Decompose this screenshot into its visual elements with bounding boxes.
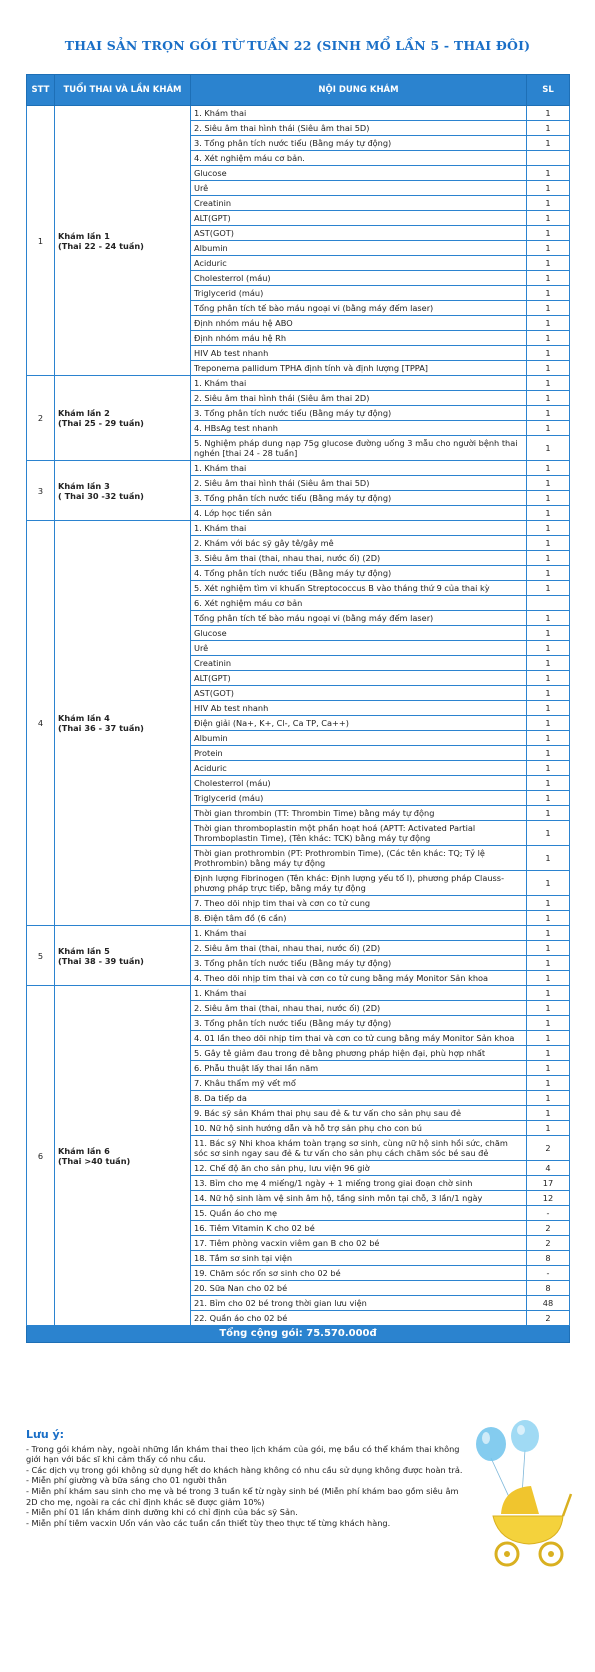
service-item: Creatinin	[191, 656, 527, 671]
service-quantity: 48	[527, 1296, 570, 1311]
service-item: 2. Siêu âm thai hình thái (Siêu âm thai 5D)	[191, 476, 527, 491]
service-quantity: 1	[527, 656, 570, 671]
visit-label: Khám lần 4 (Thai 36 - 37 tuần)	[55, 521, 191, 926]
service-quantity: -	[527, 1206, 570, 1221]
service-item: 2. Siêu âm thai hình thái (Siêu âm thai 2D)	[191, 391, 527, 406]
service-quantity: 17	[527, 1176, 570, 1191]
service-quantity	[527, 596, 570, 611]
service-item: Điện giải (Na+, K+, Cl-, Ca TP, Ca++)	[191, 716, 527, 731]
service-quantity: 1	[527, 941, 570, 956]
service-item: 3. Tổng phân tích nước tiểu (Bằng máy tự động)	[191, 136, 527, 151]
total-price: Tổng cộng gói: 75.570.000đ	[27, 1326, 570, 1343]
baby-stroller-illustration	[463, 1418, 575, 1578]
table-row	[27, 521, 570, 536]
page-title: THAI SẢN TRỌN GÓI TỪ TUẦN 22 (SINH MỔ LẦN 5 - THAI ĐÔI)	[64, 38, 531, 53]
service-item: 15. Quần áo cho mẹ	[191, 1206, 527, 1221]
service-quantity	[527, 151, 570, 166]
service-quantity: 1	[527, 731, 570, 746]
note-item: - Miễn phí giường và bữa sáng cho 01 người thân	[26, 1475, 227, 1486]
service-quantity: 1	[527, 1031, 570, 1046]
service-item: Urê	[191, 641, 527, 656]
service-quantity: 1	[527, 686, 570, 701]
service-item: Aciduric	[191, 256, 527, 271]
service-quantity: 1	[527, 166, 570, 181]
service-quantity: 1	[527, 256, 570, 271]
service-item: Định lượng Fibrinogen (Tên khác: Định lượng yếu tố I), phương pháp Clauss- phương pháp trực tiếp, bằng máy tự động	[191, 871, 527, 896]
service-item: 8. Da tiếp da	[191, 1091, 527, 1106]
service-quantity: 1	[527, 521, 570, 536]
visit-number: 5	[27, 926, 55, 986]
service-quantity: 2	[527, 1311, 570, 1326]
service-quantity: 1	[527, 376, 570, 391]
service-item: Triglycerid (máu)	[191, 791, 527, 806]
service-item: 4. 01 lần theo dõi nhịp tim thai và cơn co tử cung bằng máy Monitor Sản khoa	[191, 1031, 527, 1046]
service-item: 2. Khám với bác sỹ gây tê/gây mê	[191, 536, 527, 551]
notes	[26, 1430, 471, 1528]
service-quantity: 2	[527, 1221, 570, 1236]
note-item: - Miễn phí khám sau sinh cho mẹ và bé trong 3 tuần kể từ ngày sinh bé (Miễn phí khám bao gồm siêu âm 2D cho mẹ, ngoài ra các chỉ định khác sẽ được giảm 10%)	[26, 1485, 459, 1507]
service-quantity: -	[527, 1266, 570, 1281]
service-item: Aciduric	[191, 761, 527, 776]
service-item: 3. Tổng phân tích nước tiểu (Bằng máy tự động)	[191, 1016, 527, 1031]
stroller-icon	[493, 1486, 571, 1565]
service-quantity: 1	[527, 121, 570, 136]
service-quantity: 1	[527, 986, 570, 1001]
service-quantity: 1	[527, 716, 570, 731]
service-item: 4. Theo dõi nhịp tim thai và cơn co tử cung bằng máy Monitor Sản khoa	[191, 971, 527, 986]
service-item: 8. Điện tâm đồ (6 cần)	[191, 911, 527, 926]
service-item: Urê	[191, 181, 527, 196]
service-quantity: 1	[527, 271, 570, 286]
service-quantity: 1	[527, 611, 570, 626]
service-quantity: 1	[527, 911, 570, 926]
table-row	[27, 461, 570, 476]
service-quantity: 1	[527, 761, 570, 776]
service-item: 22. Quần áo cho 02 bé	[191, 1311, 527, 1326]
service-item: 3. Siêu âm thai (thai, nhau thai, nước ối) (2D)	[191, 551, 527, 566]
service-item: 2. Siêu âm thai (thai, nhau thai, nước ối) (2D)	[191, 941, 527, 956]
service-item: HIV Ab test nhanh	[191, 346, 527, 361]
service-quantity: 1	[527, 536, 570, 551]
service-quantity: 1	[527, 361, 570, 376]
visit-number: 1	[27, 106, 55, 376]
service-quantity: 1	[527, 461, 570, 476]
service-quantity: 1	[527, 506, 570, 521]
service-quantity: 1	[527, 971, 570, 986]
service-quantity: 1	[527, 1091, 570, 1106]
service-item: 5. Nghiệm pháp dung nạp 75g glucose đường uống 3 mẫu cho người bệnh thai nghén [thai 24 - 28 tuần]	[191, 436, 527, 461]
service-item: 2. Siêu âm thai (thai, nhau thai, nước ối) (2D)	[191, 1001, 527, 1016]
service-item: AST(GOT)	[191, 686, 527, 701]
service-item: 1. Khám thai	[191, 926, 527, 941]
service-quantity: 1	[527, 1001, 570, 1016]
service-quantity: 8	[527, 1251, 570, 1266]
service-item: 7. Khâu thẩm mỹ vết mổ	[191, 1076, 527, 1091]
notes-list	[26, 1444, 471, 1529]
service-quantity: 1	[527, 551, 570, 566]
note-item: - Trong gói khám này, ngoài những lần khám thai theo lịch khám của gói, mẹ bầu có thể khám thai không giới hạn với bác sĩ khi cảm thấy có nhu cầu.	[26, 1443, 460, 1465]
service-quantity: 1	[527, 301, 570, 316]
service-quantity: 1	[527, 346, 570, 361]
service-quantity: 1	[527, 316, 570, 331]
service-item: 4. Lớp học tiền sản	[191, 506, 527, 521]
service-item: 14. Nữ hộ sinh làm vệ sinh âm hộ, tầng sinh môn tại chỗ, 3 lần/1 ngày	[191, 1191, 527, 1206]
header-stt: STT	[27, 75, 55, 106]
service-item: Cholesterrol (máu)	[191, 271, 527, 286]
service-quantity: 1	[527, 421, 570, 436]
service-item: 6. Phẫu thuật lấy thai lần năm	[191, 1061, 527, 1076]
service-item: Protein	[191, 746, 527, 761]
service-quantity: 1	[527, 701, 570, 716]
visit-label: Khám lần 2 (Thai 25 - 29 tuần)	[55, 376, 191, 461]
service-quantity: 1	[527, 136, 570, 151]
service-item: Glucose	[191, 626, 527, 641]
service-item: 17. Tiêm phòng vacxin viêm gan B cho 02 bé	[191, 1236, 527, 1251]
service-quantity: 1	[527, 1016, 570, 1031]
service-item: 4. Tổng phân tích nước tiểu (Bằng máy tự động)	[191, 566, 527, 581]
service-quantity: 1	[527, 791, 570, 806]
service-item: 21. Bỉm cho 02 bé trong thời gian lưu viện	[191, 1296, 527, 1311]
service-item: Triglycerid (máu)	[191, 286, 527, 301]
table-header-row	[27, 75, 570, 106]
service-item: 13. Bỉm cho mẹ 4 miếng/1 ngày + 1 miếng trong giai đoạn chờ sinh	[191, 1176, 527, 1191]
service-quantity: 1	[527, 1061, 570, 1076]
service-quantity: 1	[527, 581, 570, 596]
service-item: Treponema pallidum TPHA định tính và định lượng [TPPA]	[191, 361, 527, 376]
service-quantity: 1	[527, 806, 570, 821]
visit-label: Khám lần 1 (Thai 22 - 24 tuần)	[55, 106, 191, 376]
service-quantity: 1	[527, 436, 570, 461]
service-quantity: 1	[527, 491, 570, 506]
service-quantity: 1	[527, 331, 570, 346]
service-quantity: 1	[527, 286, 570, 301]
service-item: Albumin	[191, 731, 527, 746]
service-item: Định nhóm máu hệ Rh	[191, 331, 527, 346]
notes-title: Lưu ý:	[26, 1428, 65, 1441]
service-item: 4. HBsAg test nhanh	[191, 421, 527, 436]
service-quantity: 12	[527, 1191, 570, 1206]
total-row	[27, 1326, 570, 1343]
service-quantity: 1	[527, 406, 570, 421]
service-item: 9. Bác sỹ sản Khám thai phụ sau đẻ & tư vấn cho sản phụ sau đẻ	[191, 1106, 527, 1121]
note-item: - Miễn phí tiêm vacxin Uốn ván vào các tuần cần thiết tùy theo thực tế từng khách hàng.	[26, 1517, 391, 1528]
service-quantity: 1	[527, 106, 570, 121]
note-item: - Miễn phí 01 lần khám dinh dưỡng khi có chỉ định của bác sỹ Sản.	[26, 1507, 298, 1518]
service-quantity: 1	[527, 821, 570, 846]
service-quantity: 1	[527, 1106, 570, 1121]
service-item: Thời gian thromboplastin một phần hoạt hoá (APTT: Activated Partial Thromboplastin Time), (Tên khác: TCK) bằng máy tự động	[191, 821, 527, 846]
visit-number: 2	[27, 376, 55, 461]
service-item: 3. Tổng phân tích nước tiểu (Bằng máy tự động)	[191, 406, 527, 421]
service-item: 1. Khám thai	[191, 521, 527, 536]
service-quantity: 1	[527, 956, 570, 971]
service-quantity: 1	[527, 1046, 570, 1061]
service-quantity: 1	[527, 1121, 570, 1136]
table-row	[27, 986, 570, 1001]
service-item: Albumin	[191, 241, 527, 256]
visit-label: Khám lần 6 (Thai >40 tuần)	[55, 986, 191, 1326]
service-quantity: 1	[527, 476, 570, 491]
service-item: 5. Xét nghiệm tìm vi khuẩn Streptococcus B vào tháng thứ 9 của thai kỳ	[191, 581, 527, 596]
service-item: 6. Xét nghiệm máu cơ bản	[191, 596, 527, 611]
service-item: Creatinin	[191, 196, 527, 211]
header-visit: TUỔI THAI VÀ LẦN KHÁM	[55, 75, 191, 106]
service-item: 10. Nữ hộ sinh hướng dẫn và hỗ trợ sản phụ cho con bú	[191, 1121, 527, 1136]
visit-number: 3	[27, 461, 55, 521]
service-item: 18. Tắm sơ sinh tại viện	[191, 1251, 527, 1266]
service-item: 2. Siêu âm thai hình thái (Siêu âm thai 5D)	[191, 121, 527, 136]
table-row	[27, 926, 570, 941]
visit-number: 6	[27, 986, 55, 1326]
service-quantity: 1	[527, 241, 570, 256]
visit-label: Khám lần 5 (Thai 38 - 39 tuần)	[55, 926, 191, 986]
service-item: 1. Khám thai	[191, 106, 527, 121]
service-quantity: 1	[527, 226, 570, 241]
service-item: 16. Tiêm Vitamin K cho 02 bé	[191, 1221, 527, 1236]
service-item: Glucose	[191, 166, 527, 181]
service-quantity: 2	[527, 1236, 570, 1251]
header-content: NỘI DUNG KHÁM	[191, 75, 527, 106]
service-item: ALT(GPT)	[191, 211, 527, 226]
service-item: 12. Chế độ ăn cho sản phụ, lưu viện 96 giờ	[191, 1161, 527, 1176]
service-item: HIV Ab test nhanh	[191, 701, 527, 716]
service-item: 7. Theo dõi nhịp tim thai và cơn co tử cung	[191, 896, 527, 911]
table-row	[27, 106, 570, 121]
service-item: AST(GOT)	[191, 226, 527, 241]
service-quantity: 1	[527, 626, 570, 641]
service-quantity: 1	[527, 211, 570, 226]
service-quantity: 1	[527, 391, 570, 406]
service-item: 3. Tổng phân tích nước tiểu (Bằng máy tự động)	[191, 491, 527, 506]
service-item: Định nhóm máu hệ ABO	[191, 316, 527, 331]
service-quantity: 1	[527, 871, 570, 896]
service-quantity: 1	[527, 746, 570, 761]
service-quantity: 1	[527, 671, 570, 686]
visit-label: Khám lần 3 ( Thai 30 -32 tuần)	[55, 461, 191, 521]
service-quantity: 1	[527, 196, 570, 211]
service-item: 3. Tổng phân tích nước tiểu (Bằng máy tự động)	[191, 956, 527, 971]
service-quantity: 1	[527, 566, 570, 581]
service-item: 1. Khám thai	[191, 376, 527, 391]
service-item: 11. Bác sỹ Nhi khoa khám toàn trạng sơ sinh, cùng nữ hộ sinh hồi sức, chăm sóc sơ sinh ngay sau đẻ & tư vấn cho sản phụ cách chăm sóc bé sau đẻ	[191, 1136, 527, 1161]
service-item: 1. Khám thai	[191, 461, 527, 476]
service-item: Thời gian thrombin (TT: Thrombin Time) bằng máy tự động	[191, 806, 527, 821]
service-quantity: 8	[527, 1281, 570, 1296]
service-item: 5. Gây tê giảm đau trong đẻ bằng phương pháp hiện đại, phù hợp nhất	[191, 1046, 527, 1061]
service-item: 19. Chăm sóc rốn sơ sinh cho 02 bé	[191, 1266, 527, 1281]
service-quantity: 1	[527, 926, 570, 941]
header-qty: SL	[527, 75, 570, 106]
service-item: 4. Xét nghiệm máu cơ bản.	[191, 151, 527, 166]
service-item: Cholesterrol (máu)	[191, 776, 527, 791]
service-quantity: 4	[527, 1161, 570, 1176]
service-item: 20. Sữa Nan cho 02 bé	[191, 1281, 527, 1296]
service-quantity: 1	[527, 181, 570, 196]
service-item: ALT(GPT)	[191, 671, 527, 686]
service-item: Thời gian prothrombin (PT: Prothrombin Time), (Các tên khác: TQ; Tỷ lệ Prothrombin) bằng máy tự động	[191, 846, 527, 871]
visit-number: 4	[27, 521, 55, 926]
service-item: Tổng phân tích tế bào máu ngoại vi (bằng máy đếm laser)	[191, 611, 527, 626]
service-item: 1. Khám thai	[191, 986, 527, 1001]
service-quantity: 1	[527, 1076, 570, 1091]
note-item: - Các dịch vụ trong gói không sử dụng hết do khách hàng không có nhu cầu sử dụng không được hoàn trả.	[26, 1464, 463, 1475]
service-quantity: 1	[527, 896, 570, 911]
table-row	[27, 376, 570, 391]
package-table	[26, 74, 570, 1343]
service-item: Tổng phân tích tế bào máu ngoại vi (bằng máy đếm laser)	[191, 301, 527, 316]
service-quantity: 1	[527, 776, 570, 791]
service-quantity: 1	[527, 641, 570, 656]
service-quantity: 2	[527, 1136, 570, 1161]
service-quantity: 1	[527, 846, 570, 871]
